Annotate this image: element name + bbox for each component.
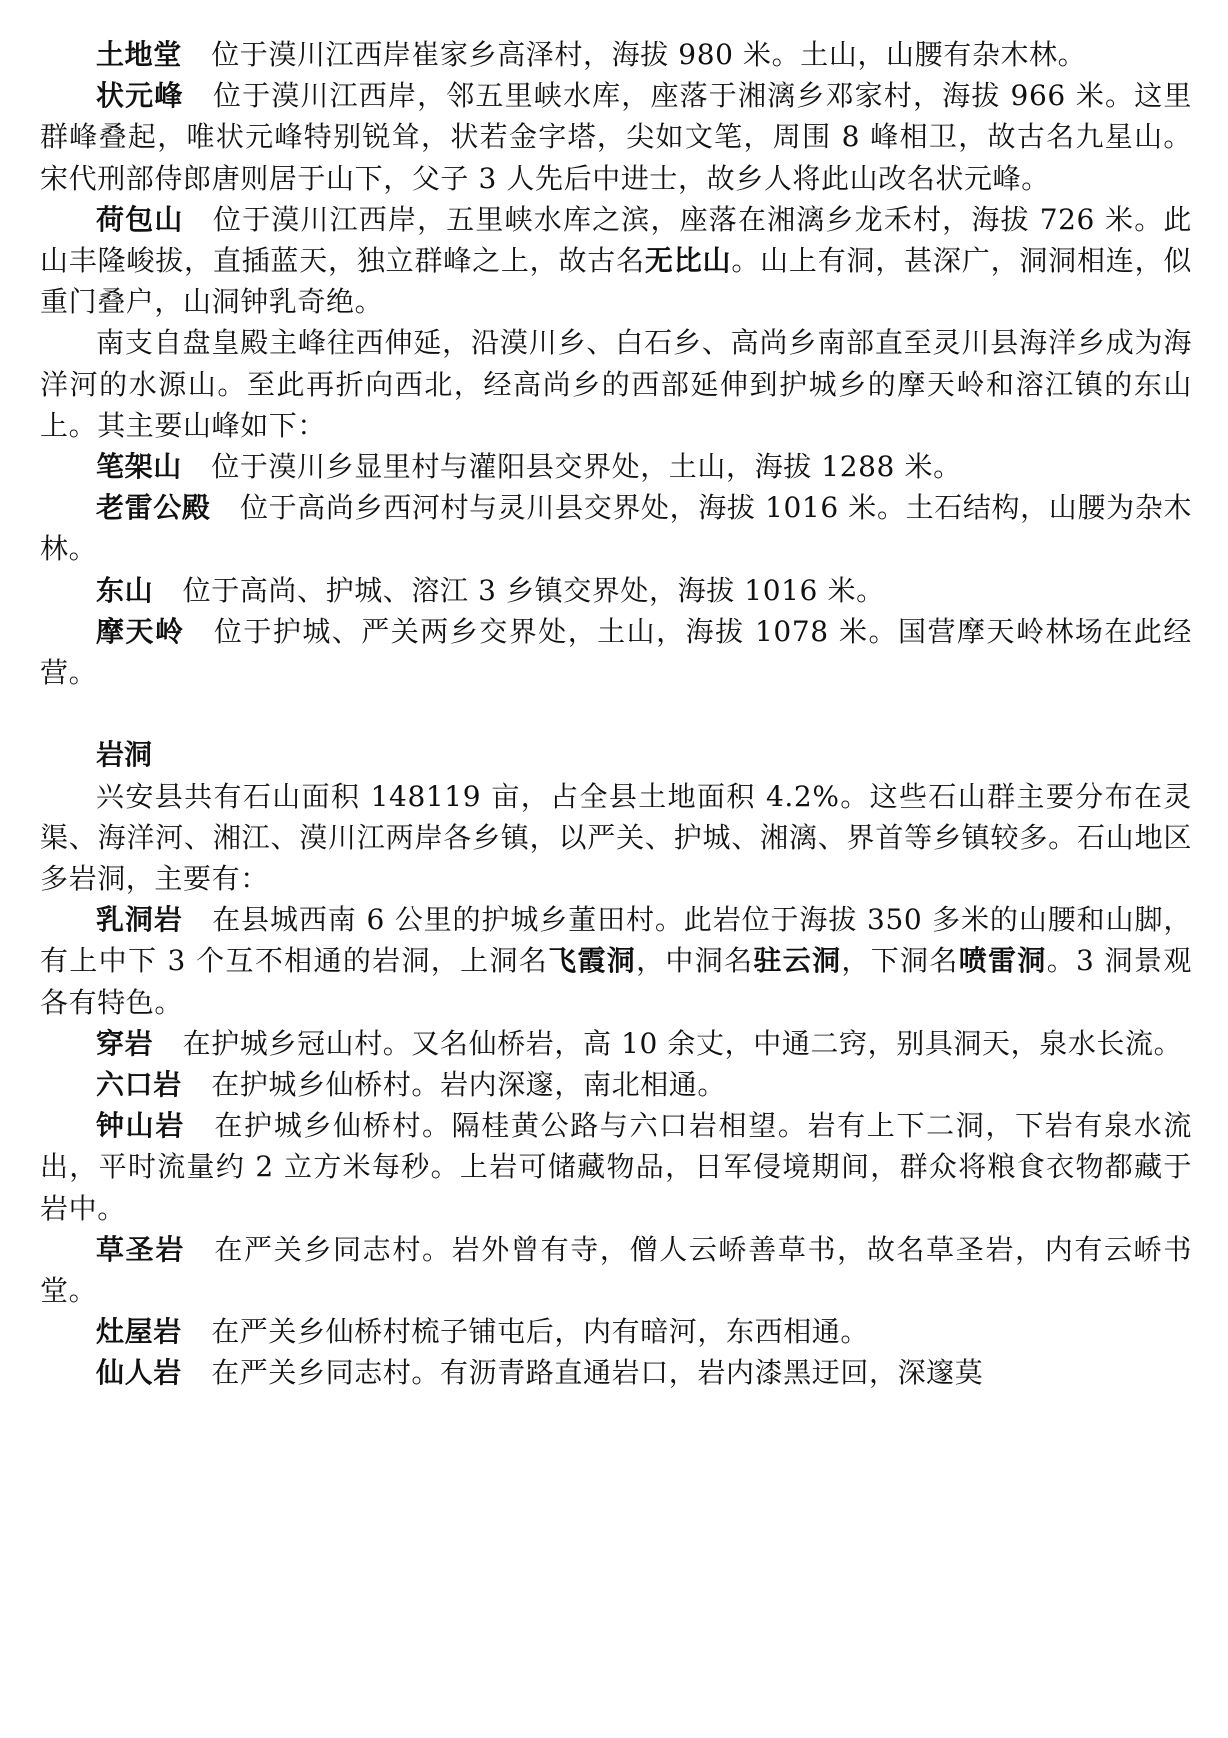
emphasis-name: 驻云洞 xyxy=(753,944,842,978)
entry-tu-di-tang xyxy=(40,34,1192,75)
entry-ru-dong-yan xyxy=(40,899,1192,1023)
entry-text: 在严关乡仙桥村梳子铺屯后，内有暗河，东西相通。 xyxy=(211,1315,870,1349)
entry-term: 状元峰 xyxy=(96,79,184,113)
entry-term: 灶屋岩 xyxy=(96,1315,182,1349)
emphasis-name: 喷雷洞 xyxy=(958,944,1047,978)
entry-cao-sheng-yan xyxy=(40,1229,1192,1311)
south-branch-intro: 南支自盘皇殿主峰往西伸延，沿漠川乡、白石乡、高尚乡南部直至灵川县海洋乡成为海洋河的水源山。至此再折向西北，经高尚乡的西部延伸到护城乡的摩天岭和溶江镇的东山上。其主要山峰如下： xyxy=(40,326,1192,442)
entry-text: 位于高尚、护城、溶江 3 乡镇交界处，海拔 1016 米。 xyxy=(182,573,885,607)
entry-text: 位于漠川江西岸崔家乡高泽村，海拔 980 米。土山，山腰有杂木林。 xyxy=(211,38,1087,71)
entry-text: ，中洞名 xyxy=(636,944,754,978)
entry-xian-ren-yan xyxy=(40,1352,1192,1393)
entry-zhong-shan-yan xyxy=(40,1105,1192,1229)
document-page xyxy=(40,34,1192,1394)
entry-term: 钟山岩 xyxy=(96,1109,185,1143)
entry-term: 摩天岭 xyxy=(96,614,185,648)
entry-term: 六口岩 xyxy=(96,1068,182,1102)
entry-mo-tian-ling xyxy=(40,611,1192,693)
entry-text: 位于漠川江西岸，邻五里峡水库，座落于湘漓乡邓家村，海拔 966 米。这里群峰叠起，唯状元峰特别锐耸，状若金字塔，尖如文笔，周围 8 峰相卫，故古名九星山。宋代刑部侍郎唐则居于山下，父子 3 人先后中进士，故乡人将此山改名状元峰。 xyxy=(40,79,1192,195)
entry-zhuang-yuan-feng xyxy=(40,75,1192,199)
entry-term: 笔架山 xyxy=(96,450,182,484)
entry-text: 在护城乡仙桥村。岩内深邃，南北相通。 xyxy=(211,1068,727,1102)
entry-text: 在严关乡同志村。岩外曾有寺，僧人云峤善草书，故名草圣岩，内有云峤书堂。 xyxy=(40,1232,1192,1308)
entry-lao-lei-gong-dian xyxy=(40,487,1192,569)
entry-term: 荷包山 xyxy=(96,202,184,236)
entry-he-bao-shan xyxy=(40,199,1192,323)
entry-text: 在严关乡同志村。有沥青路直通岩口，岩内漆黑迂回，深邃莫 xyxy=(211,1356,984,1390)
entry-liu-kou-yan xyxy=(40,1064,1192,1105)
entry-text: 。山上有洞，甚深广，洞洞相连，似重门叠户，山洞钟乳奇绝。 xyxy=(40,244,1192,319)
entry-term: 老雷公殿 xyxy=(96,491,211,525)
entry-bi-jia-shan xyxy=(40,446,1192,487)
entry-text: 位于高尚乡西河村与灵川县交界处，海拔 1016 米。土石结构，山腰为杂木林。 xyxy=(40,491,1192,566)
entry-term: 草圣岩 xyxy=(96,1232,185,1266)
entry-dong-shan xyxy=(40,570,1192,611)
entry-text: 位于漠川乡显里村与灌阳县交界处，土山，海拔 1288 米。 xyxy=(211,450,962,484)
section-spacer xyxy=(40,693,1192,734)
entry-text: ，下洞名 xyxy=(841,944,959,978)
entry-zao-wu-yan xyxy=(40,1311,1192,1352)
entry-text: 在护城乡仙桥村。隔桂黄公路与六口岩相望。岩有上下二洞，下岩有泉水流出，平时流量约 2 立方米每秒。上岩可储藏物品，日军侵境期间，群众将粮食衣物都藏于岩中。 xyxy=(40,1109,1192,1225)
entry-text: 位于漠川江西岸，五里峡水库之滨，座落在湘漓乡龙禾村，海拔 726 米。此山丰隆峻拔，直插蓝天，独立群峰之上，故古名 xyxy=(40,202,1192,278)
entry-text: 在护城乡冠山村。又名仙桥岩，高 10 余丈，中通二窍，别具洞天，泉水长流。 xyxy=(182,1026,1183,1060)
entry-term: 土地堂 xyxy=(96,38,182,71)
emphasis-name: 无比山 xyxy=(644,244,732,278)
entry-text: 。3 洞景观各有特色。 xyxy=(40,944,1192,1019)
entry-chuan-yan xyxy=(40,1023,1192,1064)
entry-term: 东山 xyxy=(96,573,154,607)
entry-term: 仙人岩 xyxy=(96,1356,182,1390)
entry-text: 位于护城、严关两乡交界处，土山，海拔 1078 米。国营摩天岭林场在此经营。 xyxy=(40,614,1192,690)
caves-intro: 兴安县共有石山面积 148119 亩，占全县土地面积 4.2%。这些石山群主要分布在灵渠、海洋河、湘江、漠川江两岸各乡镇，以严关、护城、湘漓、界首等乡镇较多。石山地区多岩洞，主要有： xyxy=(40,779,1192,896)
emphasis-name: 飞霞洞 xyxy=(548,944,637,978)
entry-text: 在县城西南 6 公里的护城乡董田村。此岩位于海拔 350 多米的山腰和山脚，有上中下 3 个互不相通的岩洞，上洞名 xyxy=(40,903,1192,978)
entry-term: 乳洞岩 xyxy=(96,903,183,937)
section-heading-caves: 岩洞 xyxy=(96,738,153,772)
entry-term: 穿岩 xyxy=(96,1026,154,1060)
